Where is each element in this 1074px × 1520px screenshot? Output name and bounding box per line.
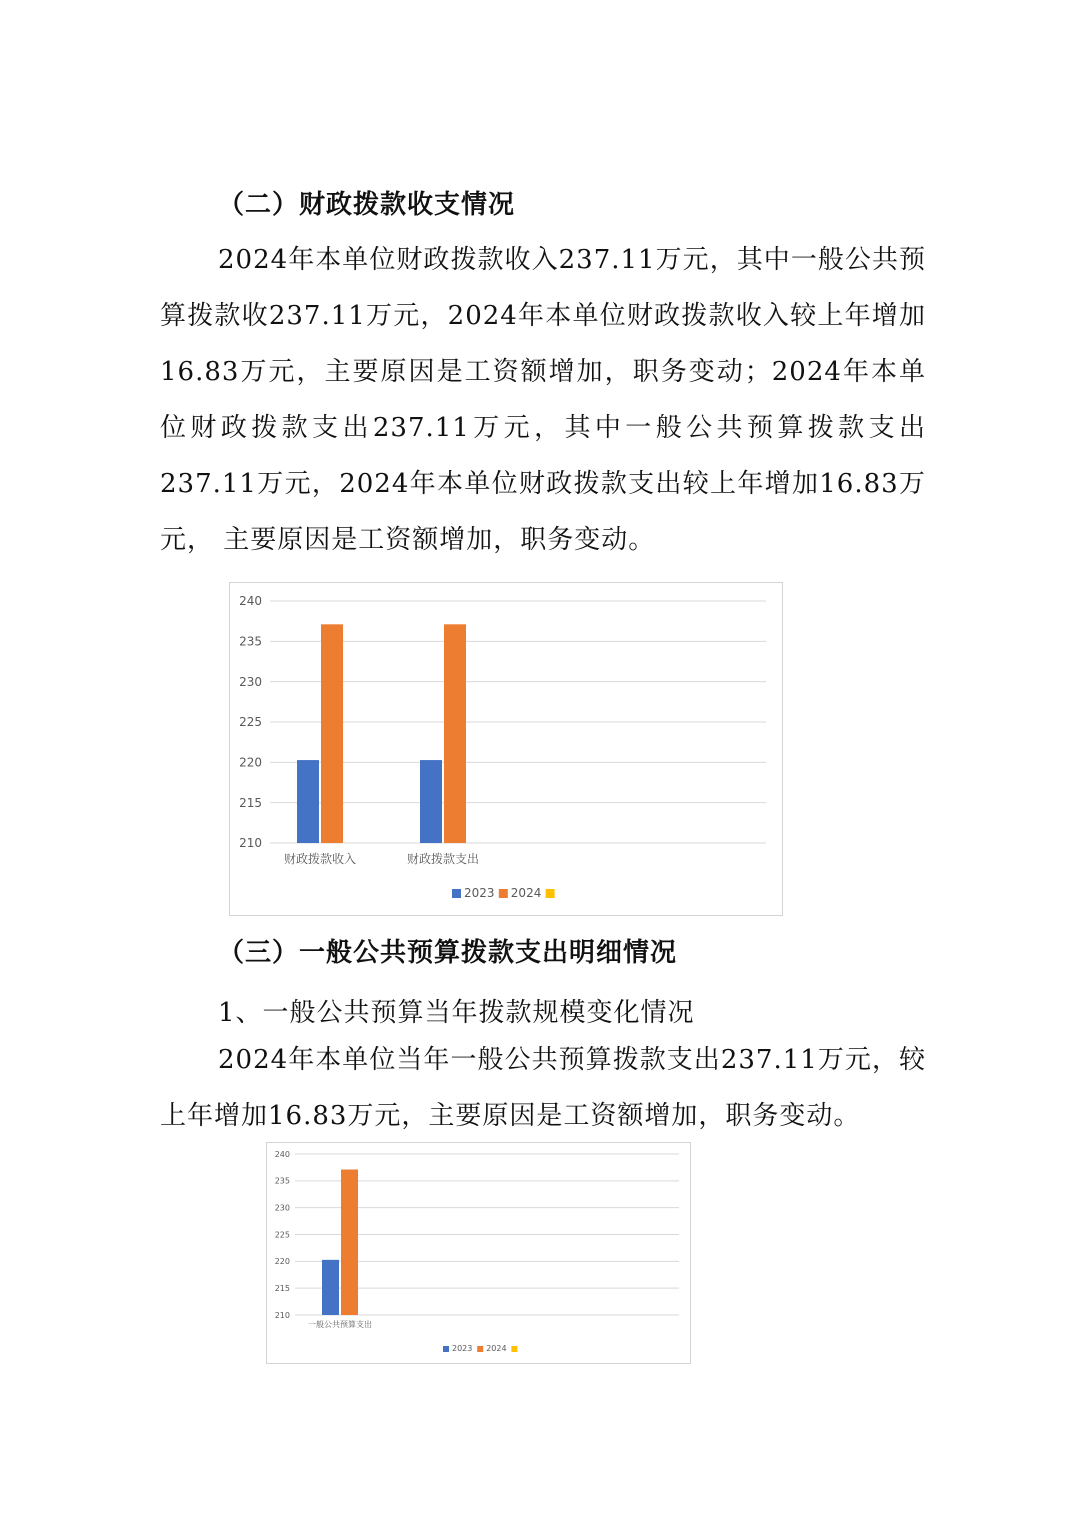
y-tick-label: 220 bbox=[239, 755, 262, 770]
legend-swatch bbox=[499, 889, 508, 898]
y-tick-label: 235 bbox=[274, 1176, 290, 1186]
bar-2024-1 bbox=[444, 624, 466, 843]
chart-general-budget-expense bbox=[266, 1142, 691, 1364]
section-heading-fiscal-income-expense: （二）财政拨款收支情况 bbox=[218, 190, 516, 220]
paragraph-general-budget-expense: 2024年本单位当年一般公共预算拨款支出237.11万元，较上年增加16.83万元，主要原因是工资额增加，职务变动。 bbox=[160, 1045, 926, 1131]
bar-2024-0 bbox=[341, 1170, 358, 1315]
legend-swatch bbox=[477, 1346, 483, 1352]
legend-label: 2024 bbox=[510, 886, 542, 900]
legend-label: 2023 bbox=[464, 886, 495, 900]
bar-chart-svg bbox=[230, 583, 782, 915]
subheading-budget-scale-change: 1、一般公共预算当年拨款规模变化情况 bbox=[218, 998, 695, 1028]
y-tick-label: 215 bbox=[274, 1283, 290, 1293]
legend-swatch bbox=[511, 1346, 517, 1352]
y-tick-label: 210 bbox=[239, 836, 262, 851]
bar-chart-svg bbox=[267, 1143, 690, 1363]
paragraph-fiscal-income-expense: 2024年本单位财政拨款收入237.11万元，其中一般公共预算拨款收237.11万元，2024年本单位财政拨款收入较上年增加16.83万元，主要原因是工资额增加，职务变动；2024年本单位财政拨款支出237.11万元，其中一般公共预算拨款支出237.11万元，2024年本单位财政拨款支出较上年增加16.83万元， 主要原因是工资额增加，职务变动。 bbox=[160, 245, 926, 555]
y-tick-label: 220 bbox=[274, 1257, 290, 1267]
x-category-label: 财政拨款收入 bbox=[283, 852, 357, 866]
legend-label: 2024 bbox=[486, 1344, 507, 1353]
chart-fiscal-income-expense bbox=[229, 582, 783, 916]
x-category-label: 财政拨款支出 bbox=[406, 852, 480, 866]
legend-label: 2023 bbox=[452, 1344, 473, 1353]
bar-2023-1 bbox=[420, 760, 442, 843]
y-tick-label: 215 bbox=[239, 795, 262, 810]
y-tick-label: 230 bbox=[239, 674, 262, 689]
y-tick-label: 210 bbox=[274, 1310, 290, 1320]
y-tick-label: 230 bbox=[274, 1203, 290, 1213]
bar-2023-0 bbox=[322, 1260, 339, 1315]
legend-swatch bbox=[452, 889, 461, 898]
y-tick-label: 225 bbox=[239, 715, 262, 730]
y-tick-label: 225 bbox=[274, 1230, 290, 1240]
y-tick-label: 240 bbox=[274, 1149, 290, 1159]
legend-swatch bbox=[546, 889, 555, 898]
bar-2023-0 bbox=[297, 760, 319, 843]
section-heading-general-budget-detail: （三）一般公共预算拨款支出明细情况 bbox=[218, 938, 678, 968]
x-category-label: 一般公共预算支出 bbox=[308, 1320, 372, 1329]
legend-swatch bbox=[443, 1346, 449, 1352]
y-tick-label: 240 bbox=[239, 594, 262, 609]
y-tick-label: 235 bbox=[239, 634, 262, 649]
bar-2024-0 bbox=[321, 624, 343, 843]
